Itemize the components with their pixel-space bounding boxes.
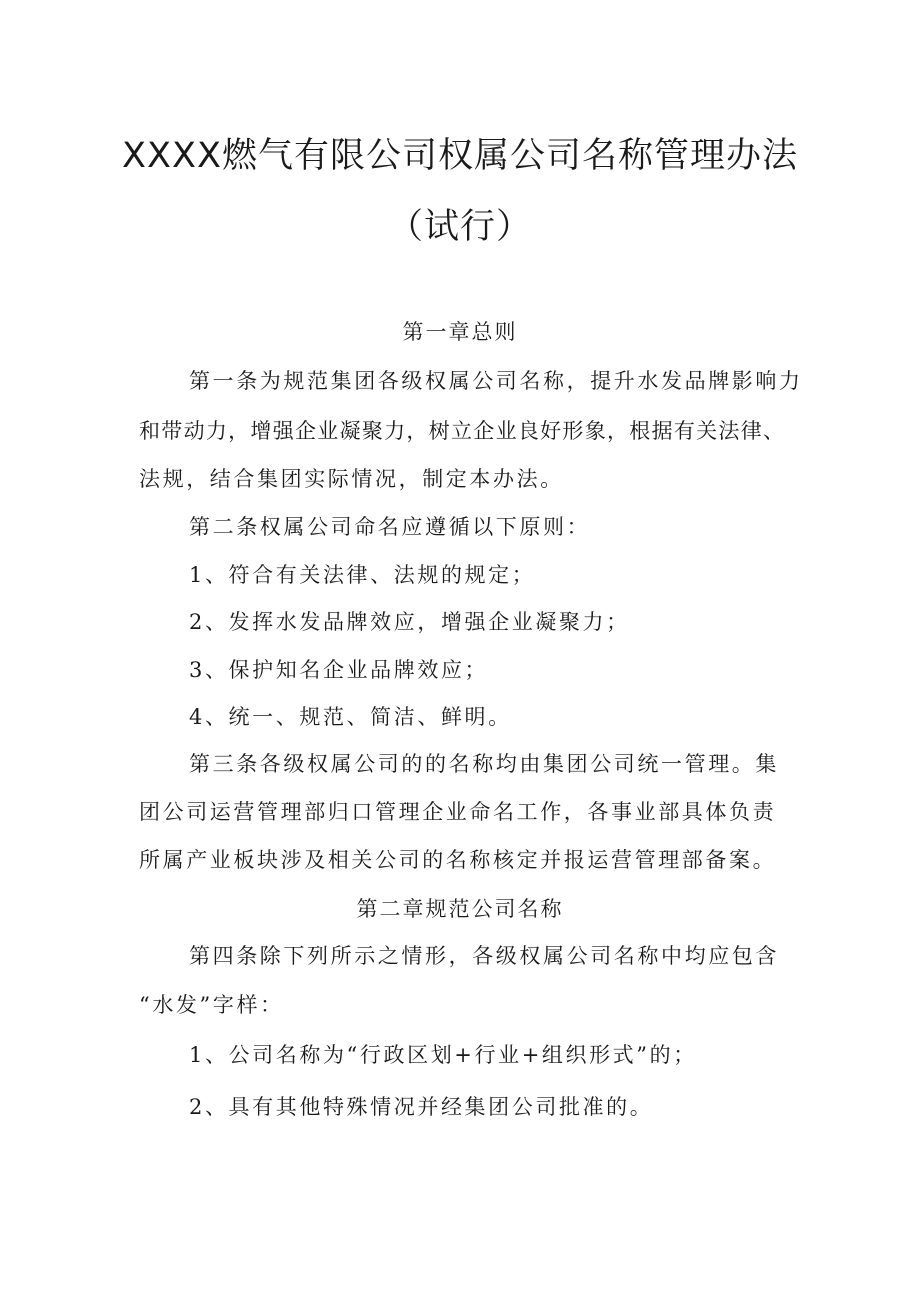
paragraph-line: 第三条各级权属公司的的名称均由集团公司统一管理。集: [189, 752, 779, 776]
paragraph-line: 第二条权属公司命名应遵循以下原则：: [189, 515, 591, 539]
list-item: 2、发挥水发品牌效应，增强企业凝聚力；: [189, 610, 630, 634]
paragraph-line: 第一条为规范集团各级权属公司名称，提升水发品牌影响力: [189, 369, 803, 393]
chapter-heading: 第一章总则: [402, 320, 518, 344]
paragraph-line: 所属产业板块涉及相关公司的名称核定并报运营管理部备案。: [139, 848, 777, 872]
list-item: 1、公司名称为“行政区划+行业+组织形式”的；: [189, 1043, 697, 1067]
list-item: 4、统一、规范、简洁、鲜明。: [189, 705, 512, 729]
paragraph-line: “水发”字样：: [139, 993, 284, 1017]
chapter-heading: 第二章规范公司名称: [356, 897, 564, 921]
document-subtitle: （试行）: [387, 207, 532, 247]
list-item: 1、符合有关法律、法规的规定；: [189, 563, 536, 587]
list-item: 3、保护知名企业品牌效应；: [189, 658, 489, 682]
paragraph-line: 第四条除下列所示之情形，各级权属公司名称中均应包含: [189, 944, 779, 968]
paragraph-line: 团公司运营管理部归口管理企业命名工作，各事业部具体负责: [139, 800, 777, 824]
document-title: XXXX燃气有限公司权属公司名称管理办法: [122, 136, 798, 176]
paragraph-line: 和带动力，增强企业凝聚力，树立企业良好形象，根据有关法律、: [139, 419, 784, 443]
list-item: 2、具有其他特殊情况并经集团公司批准的。: [189, 1095, 654, 1119]
paragraph-line: 法规，结合集团实际情况，制定本办法。: [139, 467, 564, 491]
